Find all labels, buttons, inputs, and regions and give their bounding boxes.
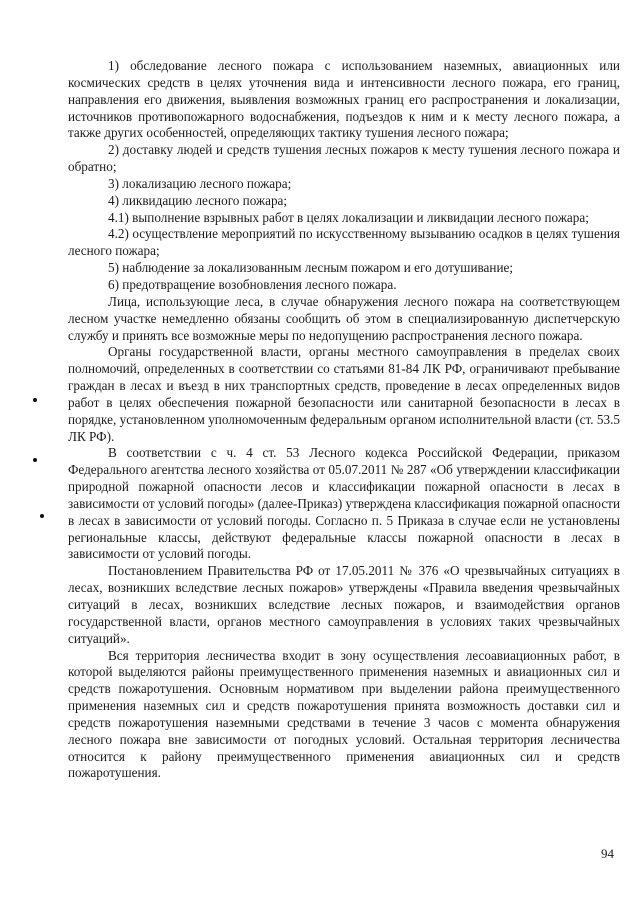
list-item-4: 4) ликвидацию лесного пожара; xyxy=(108,192,288,208)
list-item-5: 5) наблюдение за локализованным лесным пожаром и его дотушивание; xyxy=(108,260,514,276)
list-item-3: 3) локализацию лесного пожара; xyxy=(108,175,292,191)
paragraph-classification-order: В соответствии с ч. 4 ст. 53 Лесного кодекса Российской Федерации, приказом Федерального агентства лесного хозяйства от 05.07.2011 № 287 «Об утверждении классификации природной пожарной опасности лесов и классификации пожарной опасности в лесах в зависимости от условий погоды» (далее-Приказ) утверждена классификация пожарной опасности в лесах в зависимости от условий погоды. Согласно п. 5 Приказа в случае если не установлены региональные классы, действуют федеральные классы пожарной опасности в лесах в зависимости от условий погоды. xyxy=(68,445,621,562)
paragraph-forest-users: Лица, использующие леса, в случае обнаружения лесного пожара на соответствующем лесном участке немедленно обязаны сообщить об этом в специализированную диспетчерскую службу и принять все возможные меры по недопущению распространения лесного пожара. xyxy=(68,293,620,343)
paragraph-authorities: Органы государственной власти, органы местного самоуправления в пределах своих полномочий, определенных в соответствии со статьями 81-84 ЛК РФ, ограничивают пребывание граждан в лесах и въезд в них транспортных средств, проведение в лесах определенных видов работ в целях обеспечения пожарной безопасности или санитарной безопасности в лесах в порядке, установленном уполномоченным федеральным органом исполнительной власти (ст. 53.5 ЛК РФ). xyxy=(68,344,620,444)
list-item-2: 2) доставку людей и средств тушения лесных пожаров к месту тушения лесного пожара и обратно; xyxy=(68,142,620,175)
margin-dot-mark xyxy=(40,514,44,518)
list-item-4-1: 4.1) выполнение взрывных работ в целях локализации и ликвидации лесного пожара; xyxy=(108,209,589,225)
paragraph-government-decree: Постановлением Правительства РФ от 17.05.2011 № 376 «О чрезвычайных ситуациях в лесах, возникших вследствие лесных пожаров» утверждены «Правила введения чрезвычайных ситуаций в лесах, возникших вследствие лесных пожаров, и взаимодействия органов государственной власти, органов местного самоуправления в условиях таких чрезвычайных ситуаций». xyxy=(68,563,620,646)
margin-dot-mark xyxy=(33,458,37,462)
paragraph-forestry-territory: Вся территория лесничества входит в зону осуществления лесоавиационных работ, в которой выделяются районы преимущественного применения наземных и авиационных сил и средств пожаротушения. Основным нормативом при выделении района преимущественного применения наземных сил и средств пожаротушения принята возможность доставки сил и средств пожаротушения наземными средствами в течение 3 часов с момента обнаружения лесного пожара вне зависимости от погодных условий. Остальная территория лесничества относится к району преимущественного применения авиационных сил и средств пожаротушения. xyxy=(68,647,620,781)
list-item-1: 1) обследование лесного пожара с использованием наземных, авиационных или космических средств в целях уточнения вида и интенсивности лесного пожара, его границ, направления его движения, выявления возможных границ его распространения и локализации, источников противопожарного водоснабжения, подъездов к ним и к месту лесного пожара, а также других особенностей, определяющих тактику тушения лесного пожара; xyxy=(68,58,620,141)
document-body xyxy=(68,58,620,782)
list-item-4-2: 4.2) осуществление мероприятий по искусственному вызыванию осадков в целях тушения лесного пожара; xyxy=(68,226,620,259)
page-number: 94 xyxy=(601,846,614,861)
margin-dot-mark xyxy=(33,398,37,402)
list-item-6: 6) предотвращение возобновления лесного пожара. xyxy=(108,276,397,292)
